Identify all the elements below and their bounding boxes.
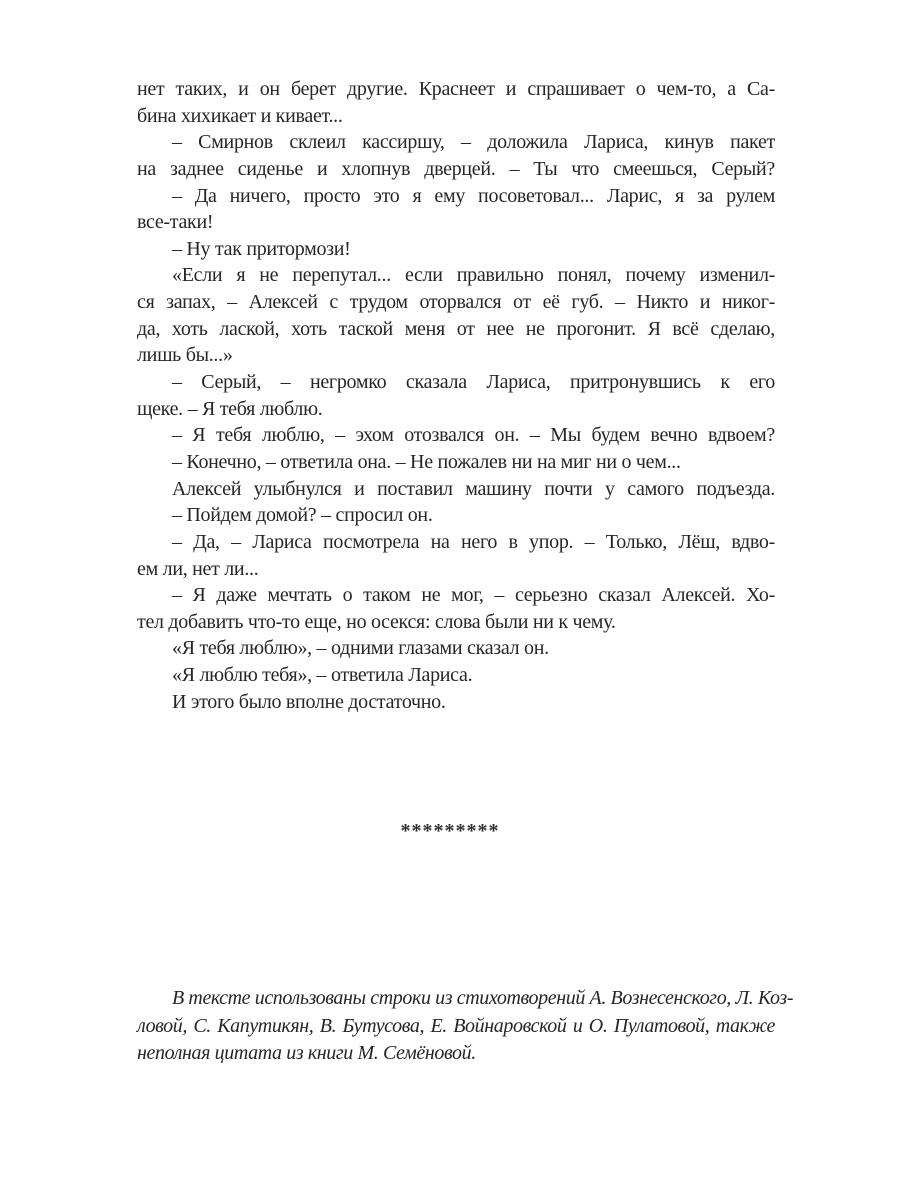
footnote-line: неполная цитата из книги М. Семёновой. (137, 1042, 476, 1064)
text-line: «Я тебя люблю», – одними глазами сказал он. (172, 637, 549, 660)
text-line: – Ну так притормози! (172, 237, 351, 260)
text-line: нет таких, и он берет другие. Краснеет и спрашивает о чем-то, а Са- (137, 78, 775, 100)
text-line: И этого было вполне достаточно. (172, 690, 446, 713)
text-line: да, хоть лаской, хоть таской меня от нее не прогонит. Я всё сделаю, (137, 317, 775, 340)
text-line: ся запах, – Алексей с трудом оторвался от её губ. – Никто и никог- (137, 291, 775, 314)
text-line: – Да ничего, просто это я ему посоветовал... Ларис, я за рулем (172, 184, 775, 207)
text-line: Алексей улыбнулся и поставил машину почти у самого подъезда. (172, 477, 775, 500)
text-line: лишь бы...» (137, 344, 233, 367)
section-separator: ********* (400, 820, 500, 842)
text-line: – Я даже мечтать о таком не мог, – серьезно сказал Алексей. Хо- (172, 584, 775, 607)
text-line: бина хихикает и кивает... (137, 104, 343, 127)
footnote (137, 985, 793, 1068)
footnote-line: ловой, С. Капутикян, В. Бутусова, Е. Войнаровской и О. Пулатовой, также (137, 1014, 775, 1037)
text-line: щеке. – Я тебя люблю. (137, 397, 323, 420)
text-line: все-таки! (137, 211, 214, 234)
body-text (137, 76, 775, 715)
text-line: «Я люблю тебя», – ответила Лариса. (172, 664, 473, 687)
text-line: «Если я не перепутал... если правильно понял, почему изменил- (172, 264, 775, 287)
text-line: – Я тебя люблю, – эхом отозвался он. – Мы будем вечно вдвоем? (172, 424, 775, 447)
text-line: – Пойдем домой? – спросил он. (172, 504, 433, 527)
text-line: – Конечно, – ответила она. – Не пожалев ни на миг ни о чем... (172, 450, 681, 473)
text-line: на заднее сиденье и хлопнув дверцей. – Ты что смеешься, Серый? (137, 157, 775, 180)
text-line: – Серый, – негромко сказала Лариса, притронувшись к его (172, 371, 775, 394)
text-line: – Да, – Лариса посмотрела на него в упор. – Только, Лёш, вдво- (172, 530, 775, 553)
text-line: ем ли, нет ли... (137, 557, 259, 580)
footnote-line: В тексте использованы строки из стихотворений А. Вознесенского, Л. Коз- (172, 987, 793, 1009)
text-line: – Смирнов склеил кассиршу, – доложила Лариса, кинув пакет (172, 131, 775, 154)
text-line: тел добавить что-то еще, но осекся: слова были ни к чему. (137, 610, 616, 633)
